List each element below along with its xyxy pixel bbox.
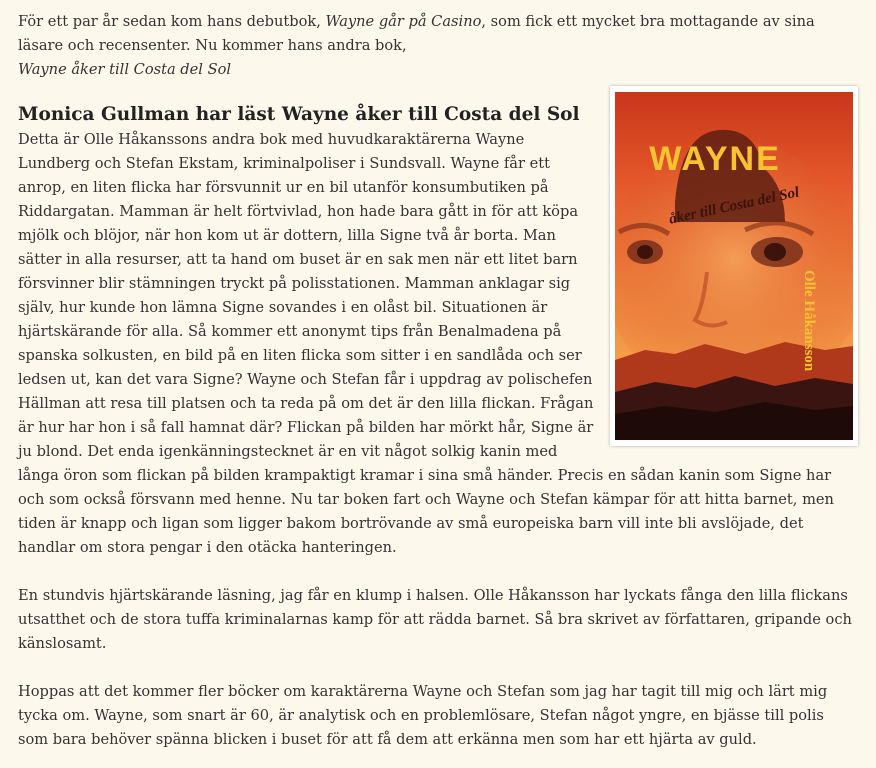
cover-title: WAYNE: [649, 140, 781, 178]
intro-text-start: För ett par år sedan kom hans debutbok,: [18, 13, 326, 30]
cover-author: Olle Håkansson: [801, 270, 817, 372]
book-cover-art: [615, 92, 853, 440]
intro-paragraph: [18, 10, 858, 82]
intro-text-middle: , som fick ett mycket bra mottagande av sina läsare och recensenter. Nu kommer hans andra bok,: [18, 13, 815, 54]
new-book-title: Wayne åker till Costa del Sol: [18, 61, 232, 78]
review-paragraph-1: Detta är Olle Håkanssons andra bok med huvudkaraktärerna Wayne Lundberg och Stefan Ekstam, kriminalpoliser i Sundsvall. Wayne får ett anrop, en liten flicka har försvunnit ur en bil utanför konsumbutiken på Riddargatan. Mamman är helt förtvivlad, hon hade bara gått in för att köpa mjölk och blöjor, när hon kom ut är dottern, lilla Signe två år borta. Man sätter in alla resurser, att ta hand om buset är en sak men när ett litet barn försvinner blir stämningen tryckt på polisstationen. Mamman anklagar sig själv, hur kunde hon lämna Signe sovandes i en olåst bil. Situationen är hjärtskärande för alla. Så kommer ett anonymt tips från Benalmadena på spanska solkusten, en bild på en liten flicka som sitter i en sandlåda och ser ledsen ut, kan det vara Signe? Wayne och Stefan får i uppdrag av polischefen Hällman att resa till platsen och ta reda på om det är den lilla flickan. Frågan är hur har hon i så fall hamnat där? Flickan på bilden har mörkt hår, Signe är ju blond. Det enda igenkänningstecknet är en vit något solkig kanin med långa öron som flickan på bilden krampaktigt kramar i sina små händer. Precis en sådan kanin som Signe har och som också försvann med henne. Nu tar boken fart och Wayne och Stefan kämpar för att hitta barnet, men tiden är knapp och ligan som ligger bakom bortrövande av små europeiska barn vill inte bli avslöjade, det handlar om stora pengar i den otäcka hanteringen.: [18, 131, 834, 556]
book-cover[interactable]: [610, 86, 858, 446]
review-paragraph-2: En stundvis hjärtskärande läsning, jag får en klump i halsen. Olle Håkansson har lyckats fånga den lilla flickans utsatthet och de stora tuffa kriminalarnas kamp för att rädda barnet. Så bra skrivet av författaren, gripande och känslosamt.: [18, 587, 852, 652]
debut-book-title: Wayne går på Casino: [325, 13, 482, 30]
cover-subtitle: åker till Costa del Sol: [667, 184, 801, 228]
review-paragraph-3: Hoppas att det kommer fler böcker om karaktärerna Wayne och Stefan som jag har tagit till mig och lärt mig tycka om. Wayne, som snart är 60, är analytisk och en problemlösare, Stefan något yngre, en bjässe till polis som bara behöver spänna blicken i buset för att få dem att erkänna men som har ett hjärta av guld.: [18, 683, 828, 748]
review-heading: Monica Gullman har läst Wayne åker till Costa del Sol: [18, 104, 580, 125]
